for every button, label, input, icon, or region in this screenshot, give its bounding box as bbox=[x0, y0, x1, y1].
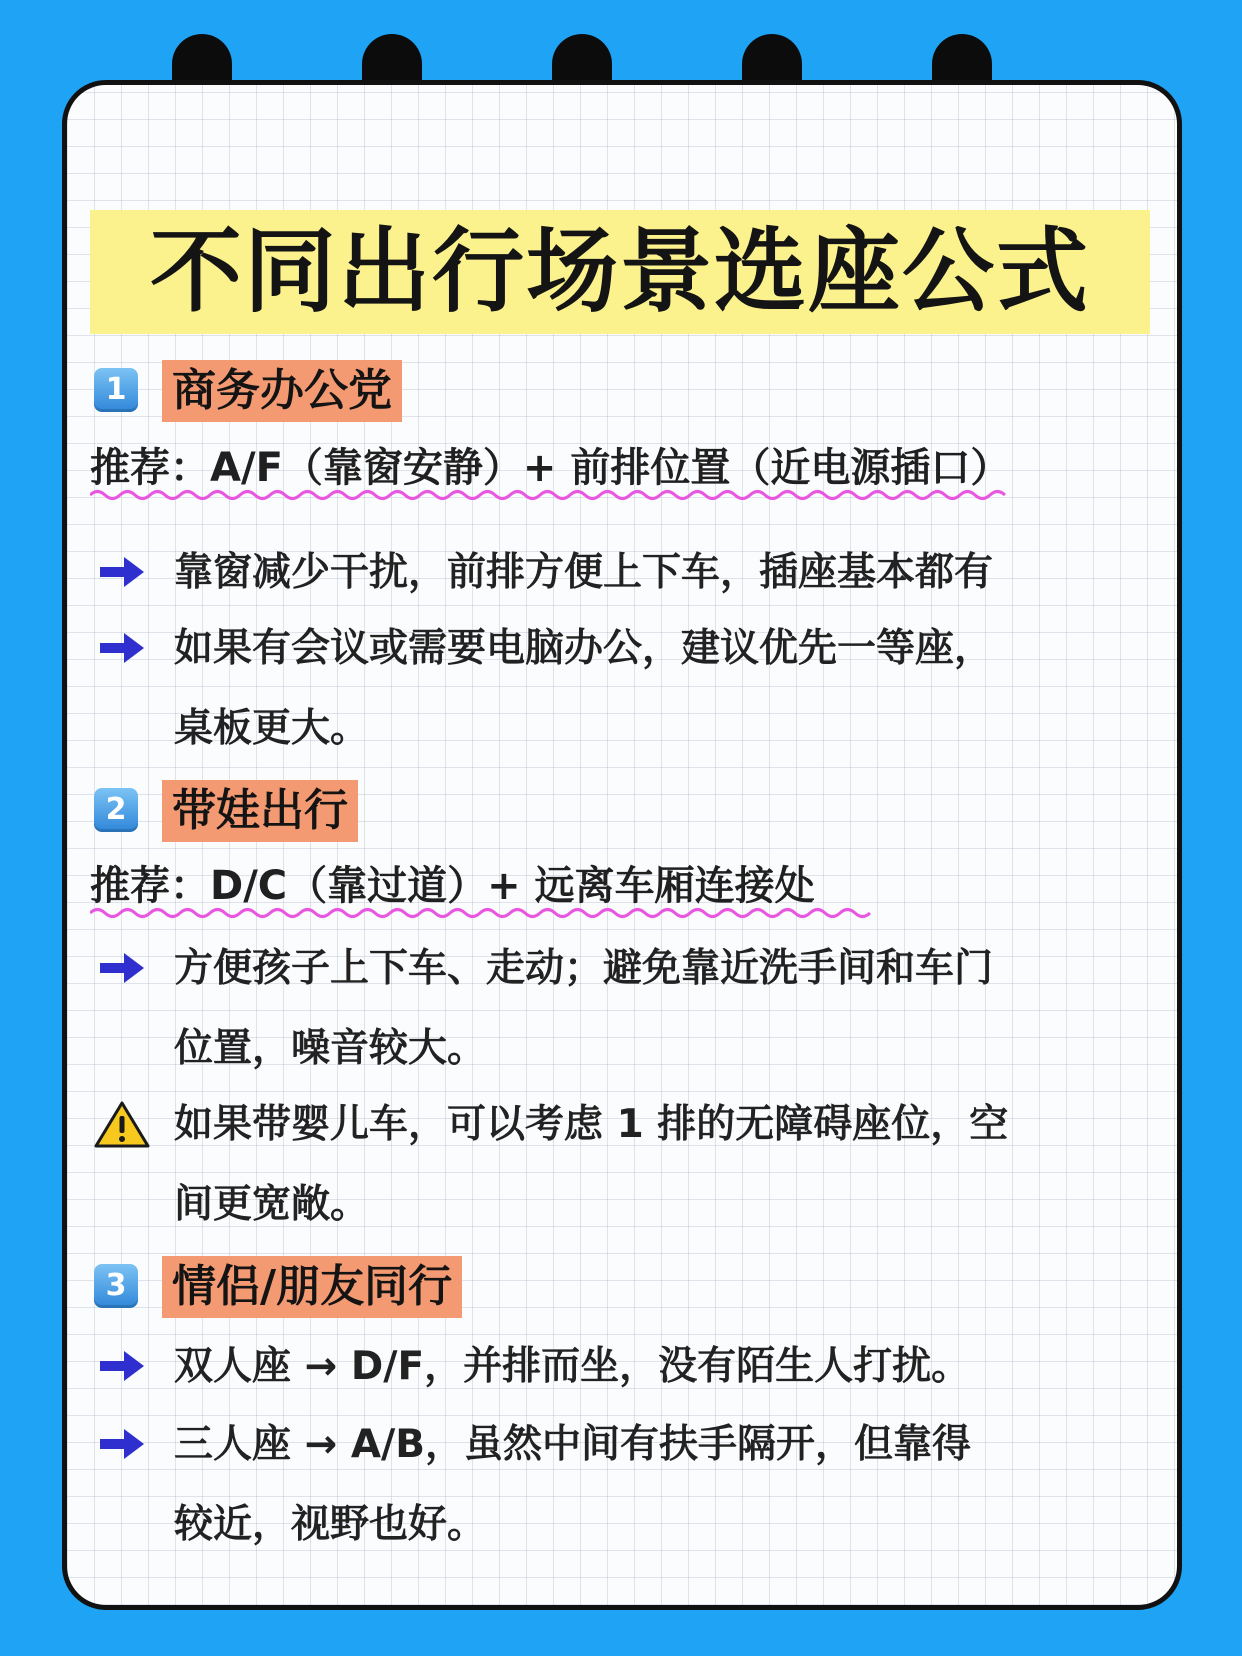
wavy-underline bbox=[90, 488, 1010, 502]
bullet-text: 方便孩子上下车、走动；避免靠近洗手间和车门 bbox=[174, 946, 994, 991]
bullet-text-continued: 间更宽敞。 bbox=[174, 1182, 370, 1227]
arrow-right-icon bbox=[98, 628, 146, 668]
number-badge-icon: 2 bbox=[94, 788, 138, 832]
bullet-text: 如果有会议或需要电脑办公，建议优先一等座， bbox=[174, 626, 994, 671]
bullet-text: 靠窗减少干扰，前排方便上下车，插座基本都有 bbox=[174, 550, 994, 595]
arrow-right-icon bbox=[98, 1424, 146, 1464]
wavy-underline bbox=[90, 906, 875, 920]
bullet-text: 如果带婴儿车，可以考虑 1 排的无障碍座位，空 bbox=[174, 1102, 1009, 1147]
bullet-text-continued: 位置，噪音较大。 bbox=[174, 1026, 487, 1071]
recommendation-text: 推荐：A/F（靠窗安静）+ 前排位置（近电源插口） bbox=[90, 445, 1011, 491]
warning-icon bbox=[94, 1100, 150, 1148]
section-label: 情侣/朋友同行 bbox=[162, 1256, 462, 1318]
arrow-right-icon bbox=[98, 552, 146, 592]
arrow-right-icon bbox=[98, 948, 146, 988]
section-label: 带娃出行 bbox=[162, 780, 358, 842]
bullet-text-continued: 桌板更大。 bbox=[174, 706, 370, 751]
bullet-text: 三人座 → A/B，虽然中间有扶手隔开，但靠得 bbox=[174, 1422, 971, 1467]
number-badge-icon: 3 bbox=[94, 1264, 138, 1308]
number-badge-icon: 1 bbox=[94, 368, 138, 412]
bullet-text-continued: 较近，视野也好。 bbox=[174, 1502, 487, 1547]
section-label: 商务办公党 bbox=[162, 360, 402, 422]
bullet-text: 双人座 → D/F，并排而坐，没有陌生人打扰。 bbox=[174, 1344, 971, 1389]
recommendation-text: 推荐：D/C（靠过道）+ 远离车厢连接处 bbox=[90, 863, 815, 909]
page-title: 不同出行场景选座公式 bbox=[90, 210, 1150, 334]
arrow-right-icon bbox=[98, 1346, 146, 1386]
